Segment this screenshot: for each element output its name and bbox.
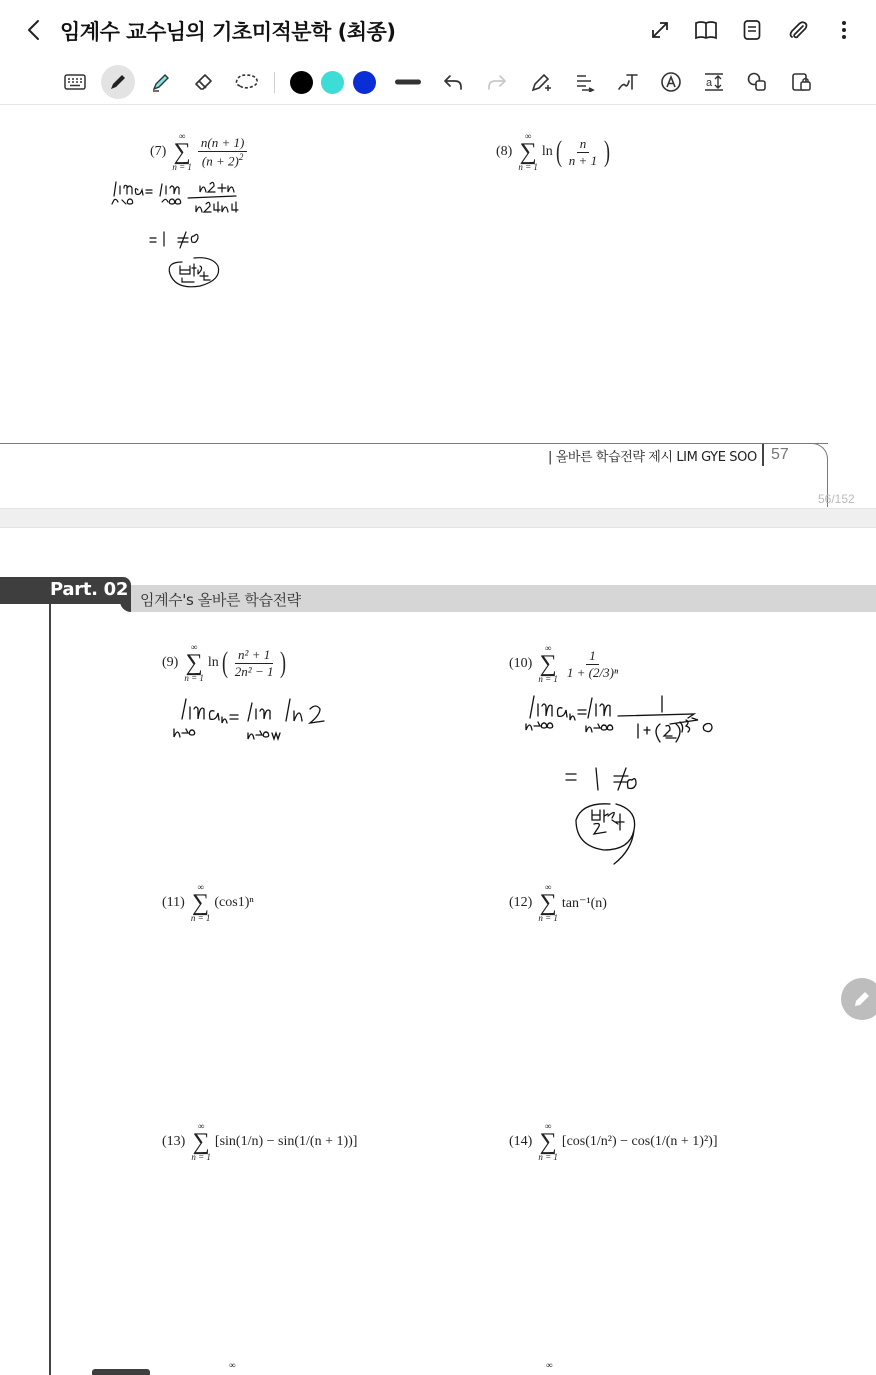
page-gap xyxy=(0,508,876,528)
part-label: Part. 02 xyxy=(0,577,131,604)
numerator: 1 xyxy=(586,648,599,665)
document-title: 임계수 교수님의 기초미적분학 (최종) xyxy=(60,20,396,44)
summation: ∞ ∑ n = 1 xyxy=(172,131,192,172)
part-subtitle: 임계수's 올바른 학습전략 xyxy=(140,591,301,609)
problem-number: (9) xyxy=(162,655,179,670)
fraction xyxy=(564,648,621,681)
shapes-icon[interactable] xyxy=(740,65,774,99)
sum-upper: ∞ xyxy=(178,131,186,141)
function-name: ln xyxy=(207,655,219,670)
sum-lower: n = 1 xyxy=(172,162,192,172)
problem-number: (13) xyxy=(162,1134,186,1149)
ink-to-text-icon[interactable] xyxy=(654,65,688,99)
next-sum-upper: ∞ xyxy=(229,1360,236,1370)
toolbar-divider xyxy=(274,72,275,93)
denominator: 1 + (2/3)ⁿ xyxy=(566,664,619,680)
page-number: 57 xyxy=(771,446,789,463)
denominator: n + 1 xyxy=(568,152,598,168)
problem-12 xyxy=(509,883,607,923)
problem-7 xyxy=(150,132,249,172)
book-icon[interactable] xyxy=(690,14,722,46)
numerator: n(n + 1) xyxy=(198,135,247,152)
problem-number: (7) xyxy=(150,144,167,159)
stroke-width-icon[interactable] xyxy=(391,65,425,99)
problem-number: (11) xyxy=(162,895,185,910)
lock-icon[interactable] xyxy=(784,65,818,99)
highlighter-icon[interactable] xyxy=(144,65,178,99)
footer-separator xyxy=(762,444,764,466)
color-black-swatch[interactable] xyxy=(290,71,313,94)
part-tab-corner xyxy=(120,600,131,612)
problem-number: (10) xyxy=(509,656,533,671)
edit-pen-button[interactable] xyxy=(841,978,876,1020)
summation: ∞ ∑ n = 1 xyxy=(191,1121,211,1162)
problem-number: (14) xyxy=(509,1134,533,1149)
summation: ∞ ∑ n = 1 xyxy=(184,642,204,683)
sum-upper: ∞ xyxy=(197,882,204,892)
sum-lower: n = 1 xyxy=(538,1152,558,1162)
fraction xyxy=(566,136,600,169)
series-term: [cos(1/n²) − cos(1/(n + 1)²)] xyxy=(561,1134,718,1149)
numerator: n² + 1 xyxy=(235,647,273,664)
pen-toolbar xyxy=(0,60,876,105)
pen-icon[interactable] xyxy=(101,65,135,99)
problem-10 xyxy=(509,644,623,684)
next-section-tab xyxy=(92,1369,150,1375)
color-blue-swatch[interactable] xyxy=(353,71,376,94)
paperclip-icon[interactable] xyxy=(782,14,814,46)
handwritten-solution-7 xyxy=(100,170,250,300)
svg-text:a: a xyxy=(706,77,713,89)
problem-number: (12) xyxy=(509,895,533,910)
back-arrow-icon[interactable] xyxy=(18,14,50,46)
denominator: (n + 2) xyxy=(201,153,239,169)
series-term: (cos1)ⁿ xyxy=(214,895,254,910)
lasso-icon[interactable] xyxy=(230,65,264,99)
sum-lower: n = 1 xyxy=(538,913,558,923)
sum-lower: n = 1 xyxy=(184,673,204,683)
eraser-icon[interactable] xyxy=(187,65,221,99)
denominator: 2n² − 1 xyxy=(234,663,274,679)
series-term: tan⁻¹(n) xyxy=(561,895,607,911)
text-size-icon[interactable] xyxy=(697,65,731,99)
pen-settings-icon[interactable] xyxy=(525,65,559,99)
sum-upper: ∞ xyxy=(524,131,532,141)
sum-upper: ∞ xyxy=(544,643,552,653)
summation: ∞ ∑ n = 1 xyxy=(518,131,538,172)
summation: ∞ ∑ n = 1 xyxy=(190,882,211,923)
keyboard-icon[interactable] xyxy=(58,65,92,99)
problem-number: (8) xyxy=(496,144,513,159)
footer-rule xyxy=(0,443,828,444)
handwritten-solution-9 xyxy=(168,693,338,753)
next-sum-upper: ∞ xyxy=(546,1360,553,1370)
summation: ∞ ∑ n = 1 xyxy=(538,643,558,684)
document-icon[interactable] xyxy=(736,14,768,46)
summation: ∞ ∑ n = 1 xyxy=(538,882,558,923)
redo-icon[interactable] xyxy=(480,65,514,99)
problem-9: (9) ∞ ∑ n = 1 ln ( $\frac{\text{n² + 1}}{\text{2n² − 1}}$ ) xyxy=(162,642,287,683)
problem-13 xyxy=(162,1122,357,1162)
page-margin-rule xyxy=(49,604,51,1375)
text-format-icon[interactable] xyxy=(568,65,602,99)
summation: ∞ ∑ n = 1 xyxy=(538,1121,558,1162)
problem-11 xyxy=(162,883,254,923)
fraction: $\frac{n(n + 1)}{(n + 2)^2}$ xyxy=(198,135,247,169)
function-name: ln xyxy=(541,144,553,159)
series-term: [sin(1/n) − sin(1/(n + 1))] xyxy=(214,1134,358,1149)
sum-lower: n = 1 xyxy=(191,1152,211,1162)
sum-lower: n = 1 xyxy=(538,674,558,684)
more-vertical-icon[interactable] xyxy=(828,14,860,46)
app-bar xyxy=(0,0,876,60)
sum-upper: ∞ xyxy=(197,1121,205,1131)
handwriting-text-icon[interactable] xyxy=(611,65,645,99)
footer-text: | 올바른 학습전략 제시 LIM GYE SOO xyxy=(548,450,757,465)
undo-icon[interactable] xyxy=(436,65,470,99)
pencil-icon xyxy=(852,989,872,1009)
handwritten-solution-10 xyxy=(520,690,730,870)
fraction xyxy=(232,647,277,680)
sum-upper: ∞ xyxy=(544,1121,552,1131)
sum-lower: n = 1 xyxy=(518,162,538,172)
sum-upper: ∞ xyxy=(544,882,552,892)
page-counter: 56/152 xyxy=(818,492,855,506)
sum-lower: n = 1 xyxy=(190,913,211,923)
expand-icon[interactable] xyxy=(644,14,676,46)
numerator: n xyxy=(577,136,590,153)
color-cyan-swatch[interactable] xyxy=(321,71,344,94)
problem-14 xyxy=(509,1122,718,1162)
sum-upper: ∞ xyxy=(190,642,198,652)
problem-8: (8) ∞ ∑ n = 1 ln ( $\frac{n}{n + 1}$ ) xyxy=(496,131,611,172)
